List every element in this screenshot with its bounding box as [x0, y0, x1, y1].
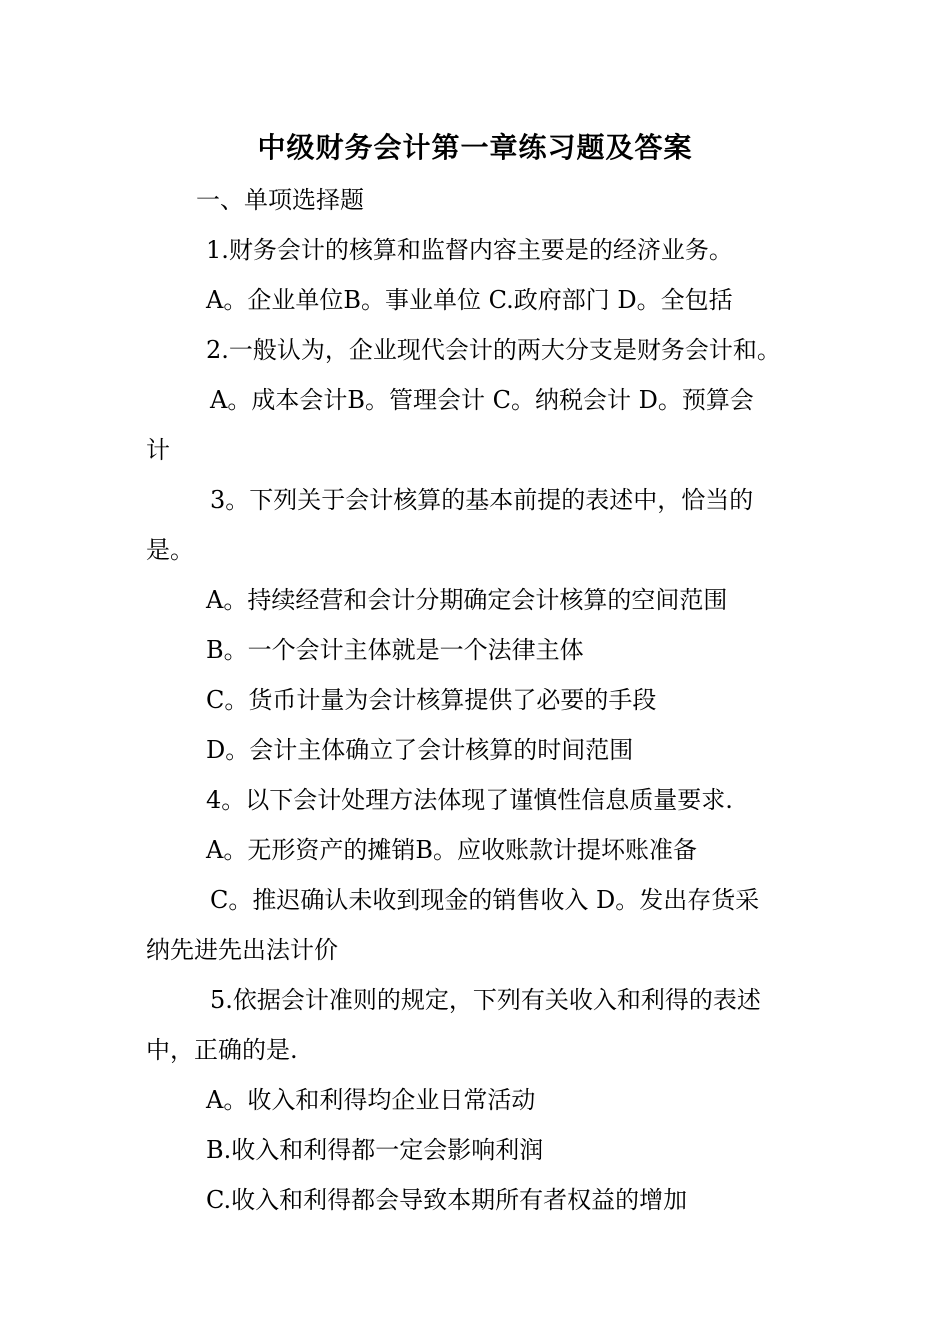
question-3-continued: 是。 — [146, 536, 194, 564]
question-2-options: A。成本会计B。管理会计 C。纳税会计 D。预算会 — [210, 386, 754, 414]
question-4: 4。以下会计处理方法体现了谨慎性信息质量要求. — [206, 786, 733, 814]
question-4-options-continued: 纳先进先出法计价 — [146, 936, 338, 964]
question-1: 1.财务会计的核算和监督内容主要是的经济业务。 — [206, 236, 733, 264]
question-5: 5.依据会计准则的规定，下列有关收入和利得的表述 — [210, 986, 761, 1014]
question-5-option-b: B.收入和利得都一定会影响利润 — [206, 1136, 544, 1164]
question-3-option-a: A。持续经营和会计分期确定会计核算的空间范围 — [206, 586, 728, 614]
question-3-option-c: C。货币计量为会计核算提供了必要的手段 — [206, 686, 657, 714]
question-4-options-ab: A。无形资产的摊销B。应收账款计提坏账准备 — [206, 836, 697, 864]
question-3: 3。下列关于会计核算的基本前提的表述中，恰当的 — [210, 486, 754, 514]
question-3-option-b: B。一个会计主体就是一个法律主体 — [206, 636, 584, 664]
document-title: 中级财务会计第一章练习题及答案 — [257, 131, 693, 164]
question-2-options-continued: 计 — [146, 436, 170, 464]
question-5-option-c: C.收入和利得都会导致本期所有者权益的增加 — [206, 1186, 688, 1214]
question-1-options: A。企业单位B。事业单位 C.政府部门 D。全包括 — [206, 286, 733, 314]
question-2: 2.一般认为，企业现代会计的两大分支是财务会计和。 — [206, 336, 781, 364]
section-heading: 一、单项选择题 — [196, 186, 364, 214]
question-4-options-cd: C。推迟确认未收到现金的销售收入 D。发出存货采 — [210, 886, 760, 914]
question-5-continued: 中，正确的是. — [146, 1036, 298, 1064]
document-body — [146, 175, 810, 1225]
question-3-option-d: D。会计主体确立了会计核算的时间范围 — [206, 736, 634, 764]
question-5-option-a: A。收入和利得均企业日常活动 — [206, 1086, 536, 1114]
